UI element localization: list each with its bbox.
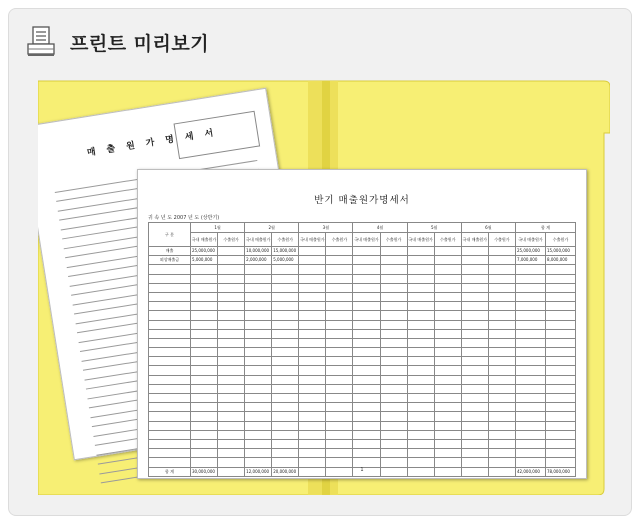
table-row — [149, 449, 576, 458]
month-header: 5월 — [407, 223, 461, 233]
table-header-row — [149, 223, 576, 233]
document-back-title: 매 출 원 가 명 세 서 — [86, 127, 218, 159]
total-header: 합 계 — [516, 223, 576, 233]
table-row — [149, 394, 576, 403]
table-subheader-row — [149, 233, 576, 247]
table-row — [149, 375, 576, 384]
sub-export: 수출원가 — [272, 233, 299, 247]
table-row — [149, 357, 576, 366]
document-title: 반기 매출원가명세서 — [314, 195, 410, 206]
cell: 2,000,000 — [245, 256, 272, 265]
document-front-page — [137, 169, 587, 479]
cell: 25,000,000 — [191, 247, 218, 256]
cell: 15,000,000 — [546, 247, 576, 256]
sub-export: 수출원가 — [434, 233, 461, 247]
header — [24, 24, 209, 60]
table-row — [149, 302, 576, 311]
table-row — [149, 292, 576, 301]
printer-icon — [24, 24, 60, 60]
table-row — [149, 283, 576, 292]
page-title: 프린트 미리보기 — [70, 32, 210, 55]
cell: 8,000,000 — [546, 256, 576, 265]
cell: 12,000,000 — [245, 467, 272, 476]
table-row — [149, 265, 576, 274]
sub-domestic: 국내 매출원가 — [299, 233, 326, 247]
sub-export: 수출원가 — [326, 233, 353, 247]
page-number: 1 — [360, 467, 364, 473]
blank-rows — [149, 265, 576, 467]
sum-label: 합 계 — [149, 467, 191, 476]
cell: 15,000,000 — [272, 247, 299, 256]
cell: 30,000,000 — [191, 467, 218, 476]
cell: 5,000,000 — [191, 256, 218, 265]
sub-export: 수출원가 — [218, 233, 245, 247]
cell: 42,000,000 — [516, 467, 546, 476]
row-label: 외상매출금 — [149, 256, 191, 265]
month-header: 2월 — [245, 223, 299, 233]
table-row — [149, 421, 576, 430]
sub-export: 수출원가 — [546, 233, 576, 247]
sub-domestic: 국내 매출원가 — [516, 233, 546, 247]
table-row — [149, 412, 576, 421]
table-row — [149, 274, 576, 283]
cell: 20,000,000 — [272, 467, 299, 476]
sub-domestic: 국내 매출원가 — [353, 233, 380, 247]
table-row — [149, 439, 576, 448]
ledger-table — [148, 222, 576, 477]
document-subtitle: 귀 속 년 도 2007 년 도 (상반기) — [148, 215, 220, 221]
table-row — [149, 348, 576, 357]
sub-export: 수출원가 — [488, 233, 515, 247]
sub-domestic: 국내 매출원가 — [407, 233, 434, 247]
table-row — [149, 366, 576, 375]
cell: 5,000,000 — [272, 256, 299, 265]
table-row — [149, 256, 576, 265]
table-row — [149, 430, 576, 439]
table-row — [149, 329, 576, 338]
cell: 7,000,000 — [516, 256, 546, 265]
table-row — [149, 320, 576, 329]
preview-area — [38, 79, 610, 495]
sub-domestic: 국내 매출원가 — [191, 233, 218, 247]
row-label: 매출 — [149, 247, 191, 256]
table-row — [149, 458, 576, 467]
month-header: 4월 — [353, 223, 407, 233]
month-header: 6월 — [461, 223, 515, 233]
table-row — [149, 247, 576, 256]
cell: 10,000,000 — [245, 247, 272, 256]
table-row — [149, 403, 576, 412]
sub-domestic: 국내 매출원가 — [461, 233, 488, 247]
table-row — [149, 338, 576, 347]
month-header: 3월 — [299, 223, 353, 233]
col-account: 구 분 — [149, 223, 191, 247]
cell: 78,000,000 — [546, 467, 576, 476]
cell: 25,000,000 — [516, 247, 546, 256]
table-row — [149, 384, 576, 393]
sub-export: 수출원가 — [380, 233, 407, 247]
month-header: 1월 — [191, 223, 245, 233]
table-row — [149, 311, 576, 320]
sub-domestic: 국내 매출원가 — [245, 233, 272, 247]
